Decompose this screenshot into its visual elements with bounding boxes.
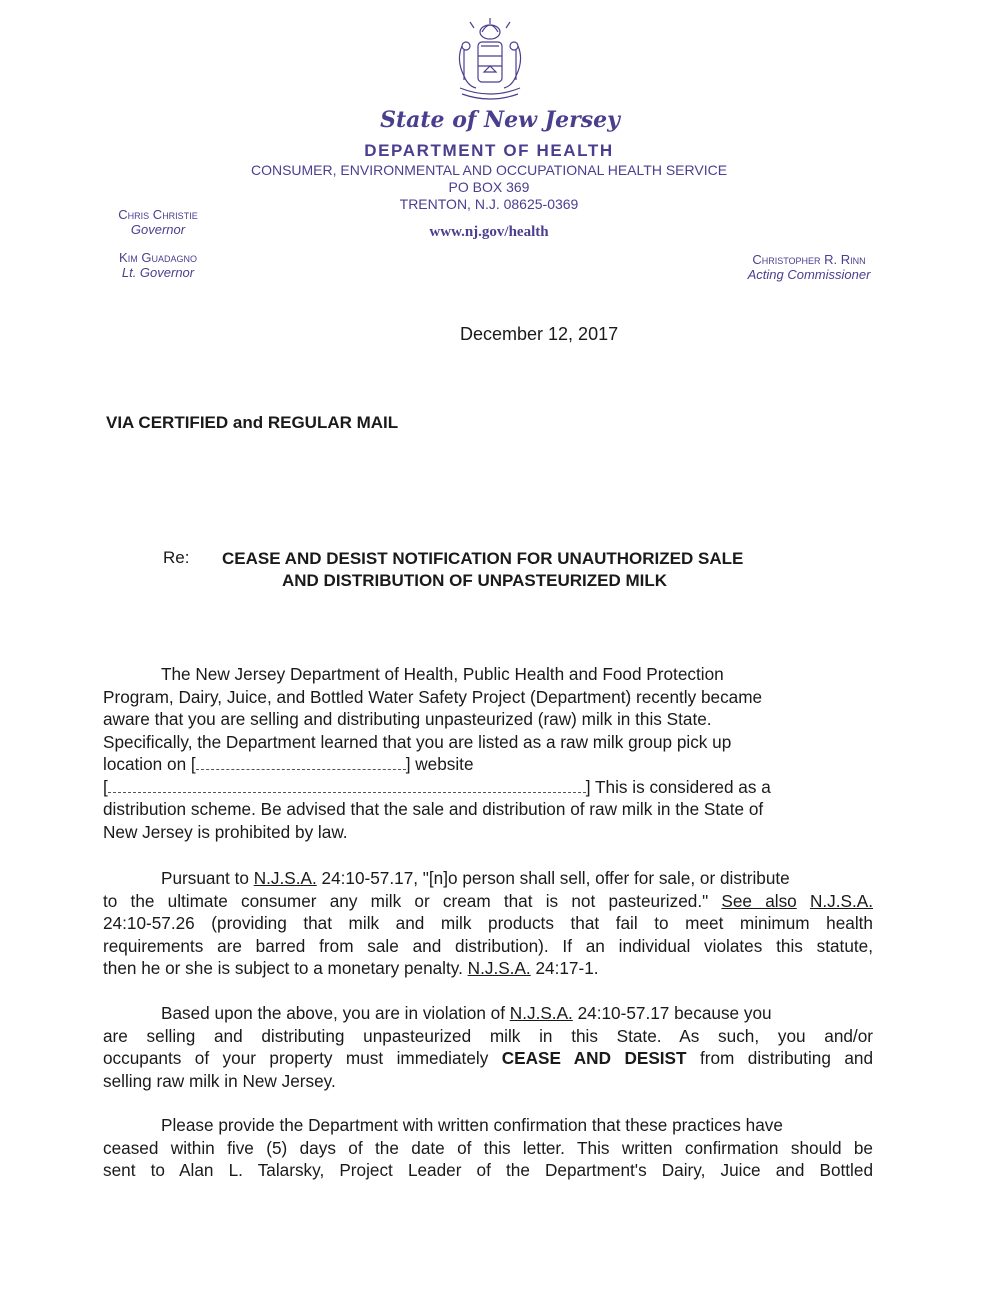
p2-line-1 xyxy=(103,867,873,890)
p4-line-3: sent to Alan L. Talarsky, Project Leader of the Department's Dairy, Juice and Bottled xyxy=(103,1160,873,1180)
commissioner-name: Christopher R. Rinn xyxy=(752,252,866,267)
city-address: TRENTON, N.J. 08625-0369 xyxy=(399,196,579,212)
subject-line-2: AND DISTRIBUTION OF UNPASTEURIZED MILK xyxy=(282,571,668,590)
p2-line-1-end: 24:10-57.17, "[n]o person shall sell, offer for sale, or distribute xyxy=(316,868,790,888)
p2-line-4: requirements are barred from sale and distribution). If an individual violates this statute, xyxy=(103,935,873,956)
p2-line-5 xyxy=(103,957,873,980)
state-seal-icon xyxy=(448,16,532,106)
governor-title: Governor xyxy=(130,222,186,237)
p1-line-3: aware that you are selling and distributing unpasteurized (raw) milk in this State. xyxy=(103,709,712,729)
p3-line-3-start: occupants of your property must immediately xyxy=(103,1048,502,1068)
paragraph-1 xyxy=(103,663,873,843)
delivery-method: VIA CERTIFIED and REGULAR MAIL xyxy=(106,413,399,432)
paragraph-4 xyxy=(103,1114,873,1182)
commissioner-block xyxy=(728,252,890,282)
p1-line-6 xyxy=(103,776,873,799)
see-also: See also xyxy=(721,890,797,911)
service-name: CONSUMER, ENVIRONMENTAL AND OCCUPATIONAL HEALTH SERVICE xyxy=(250,162,728,178)
p3-line-1-start: Based upon the above, you are in violation of xyxy=(161,1003,510,1023)
paragraph-3 xyxy=(103,1002,873,1092)
subject-line xyxy=(222,548,842,592)
governor-block xyxy=(103,207,213,237)
state-name: State of New Jersey xyxy=(380,107,620,133)
lt-governor-block xyxy=(103,250,213,280)
department-name: DEPARTMENT OF HEALTH xyxy=(364,141,614,160)
lt-governor-title: Lt. Governor xyxy=(121,265,195,280)
p1-line-8: New Jersey is prohibited by law. xyxy=(103,821,348,842)
letter-date: December 12, 2017 xyxy=(460,324,619,344)
lt-governor-name: Kim Guadagno xyxy=(119,250,197,265)
p2-line-2 xyxy=(103,890,873,913)
p3-line-2: are selling and distributing unpasteurized milk in this State. As such, you and/or xyxy=(103,1025,873,1046)
p3-line-3 xyxy=(103,1047,873,1070)
p2-line-5-end: 24:17-1. xyxy=(530,958,599,978)
p3-line-3-end: from distributing and xyxy=(686,1048,874,1068)
p2-line-1-start: Pursuant to xyxy=(161,868,254,888)
paragraph-2 xyxy=(103,867,873,980)
p2-line-5-start: then he or she is subject to a monetary penalty. xyxy=(103,958,468,978)
njsa-citation: N.J.S.A. xyxy=(253,868,317,888)
re-label: Re: xyxy=(163,548,190,567)
p1-line-4: Specifically, the Department learned that you are listed as a raw milk group pick up xyxy=(103,731,732,752)
p1-line-5-end: ] website xyxy=(405,754,474,774)
department-website: www.nj.gov/health xyxy=(429,224,549,240)
p1-line-6-end: ] This is considered as a xyxy=(585,776,771,797)
p1-line-5 xyxy=(103,753,873,776)
p2-line-2-start: to the ultimate consumer any milk or cream that is not pasteurized." xyxy=(103,890,722,911)
redacted-website xyxy=(196,757,406,770)
commissioner-title: Acting Commissioner xyxy=(747,267,871,282)
p1-line-5-start: location on [ xyxy=(103,754,196,774)
redacted-url xyxy=(108,780,586,793)
p4-line-1: Please provide the Department with written confirmation that these practices have xyxy=(161,1115,783,1135)
njsa-citation: N.J.S.A. xyxy=(509,1003,573,1023)
njsa-citation: N.J.S.A. xyxy=(467,958,531,978)
p3-line-1 xyxy=(103,1002,873,1025)
p4-line-2: ceased within five (5) days of the date of this letter. This written confirmation should be xyxy=(103,1137,873,1158)
cease-and-desist: CEASE AND DESIST xyxy=(501,1048,687,1068)
p3-line-4: selling raw milk in New Jersey. xyxy=(103,1070,336,1091)
subject-line-1: CEASE AND DESIST NOTIFICATION FOR UNAUTHORIZED SALE xyxy=(222,549,744,568)
po-box: PO BOX 369 xyxy=(448,179,530,195)
p1-line-1: The New Jersey Department of Health, Public Health and Food Protection xyxy=(161,664,724,684)
p2-line-3: 24:10-57.26 (providing that milk and milk products that fail to meet minimum health xyxy=(103,913,873,933)
p1-line-6-start: [ xyxy=(103,776,108,797)
governor-name: Chris Christie xyxy=(118,207,198,222)
p3-line-1-end: 24:10-57.17 because you xyxy=(572,1003,772,1023)
p1-line-2: Program, Dairy, Juice, and Bottled Water Safety Project (Department) recently became xyxy=(103,686,763,707)
p1-line-7: distribution scheme. Be advised that the sale and distribution of raw milk in the State of xyxy=(103,799,764,819)
njsa-citation: N.J.S.A. xyxy=(809,890,873,911)
